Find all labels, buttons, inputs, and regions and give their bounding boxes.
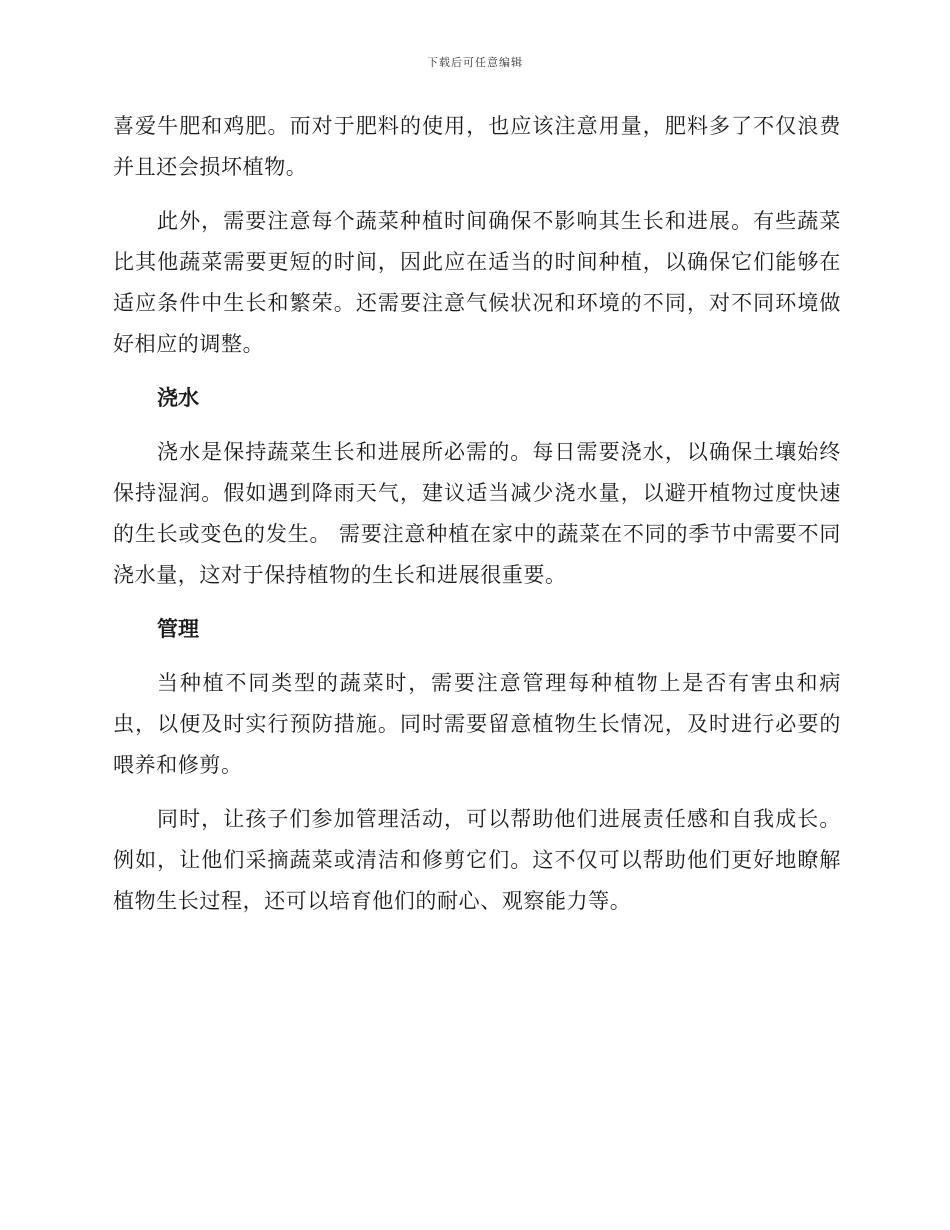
section-heading-management: 管理 [157,617,199,641]
paragraph-fertilizer: 喜爱牛肥和鸡肥。而对于肥料的使用，也应该注意用量，肥料多了不仅浪费并且还会损坏植物。 [113,114,841,179]
paragraph-planting-time: 此外，需要注意每个蔬菜种植时间确保不影响其生长和进展。有些蔬菜比其他蔬菜需要更短的时间，因此应在适当的时间种植，以确保它们能够在适应条件中生长和繁荣。还需要注意气候状况和环境的不同，对不同环境做好相应的调整。 [113,209,841,356]
paragraph-children-participation: 同时，让孩子们参加管理活动，可以帮助他们进展责任感和自我成长。例如，让他们采摘蔬菜或清洁和修剪它们。这不仅可以帮助他们更好地瞭解植物生长过程，还可以培育他们的耐心、观察能力等。 [113,807,841,913]
paragraph-watering: 浇水是保持蔬菜生长和进展所必需的。每日需要浇水，以确保土壤始终保持湿润。假如遇到降雨天气，建议适当减少浇水量，以避开植物过度快速的生长或变色的发生。 需要注意种植在家中的蔬菜在不同的季节中需要不同浇水量，这对于保持植物的生长和进展很重要。 [113,440,841,587]
page-header-note: 下载后可任意编辑 [427,56,523,69]
section-heading-watering: 浇水 [157,386,199,410]
document-body [113,106,841,922]
paragraph-pest-management: 当种植不同类型的蔬菜时，需要注意管理每种植物上是否有害虫和病虫，以便及时实行预防措施。同时需要留意植物生长情况，及时进行必要的喂养和修剪。 [113,671,841,777]
